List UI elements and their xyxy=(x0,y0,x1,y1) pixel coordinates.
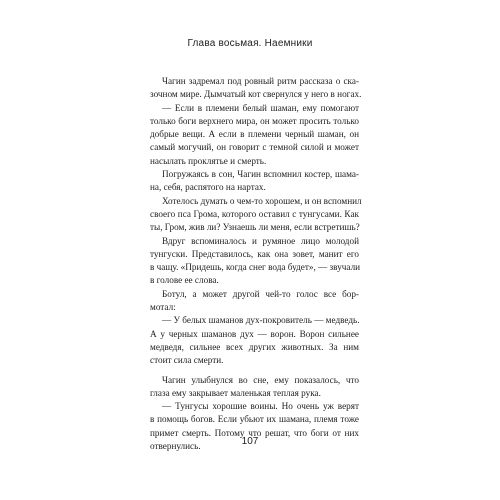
text-line: Чагин улыбнулся во сне, ему показалось, что xyxy=(162,374,359,385)
text-line: на, себя, распятого на нартах. xyxy=(150,182,266,193)
body-text xyxy=(150,75,362,453)
paragraph xyxy=(150,168,359,195)
text-line: Погружаясь в сон, Чагин вспомнил костер, шама- xyxy=(162,169,359,180)
text-line: только боги верхнего мира, он может просить только xyxy=(150,115,359,126)
text-line: Ботул, а может другой чей-то голос все бор- xyxy=(162,288,359,299)
running-header: Глава восьмая. Наемники xyxy=(187,38,313,49)
paragraph xyxy=(150,195,362,235)
text-line: тунгуски. Представилось, как она зовет, манит его xyxy=(150,248,359,259)
text-line: медведя, сильнее всех других животных. За ним xyxy=(150,341,359,352)
paragraph xyxy=(150,288,359,315)
text-line: ты, Гром, жив ли? Узнаешь ли меня, если встретишь? xyxy=(150,222,360,233)
text-line: Вдруг вспоминалось и румяное лицо молодой xyxy=(162,235,359,246)
text-line: стоит сила смерти. xyxy=(150,355,224,366)
paragraph xyxy=(150,374,359,401)
paragraph xyxy=(150,314,359,367)
text-line: мотал: xyxy=(150,302,176,313)
text-line: Чагин задремал под ровный ритм рассказа о ска- xyxy=(162,76,359,86)
text-line: — Тунгусы хорошие воины. Но очень уж верят xyxy=(162,401,359,412)
text-line: Хотелось думать о чем-то хорошем, и он вспомнил xyxy=(162,195,362,206)
paragraph xyxy=(150,235,359,288)
page-number: 107 xyxy=(241,436,259,447)
text-line: — У белых шаманов дух-покровитель — медведь. xyxy=(162,315,360,326)
text-line: в чащу. «Придешь, когда снег вода будет», — звучали xyxy=(150,262,361,273)
text-line: глаза ему закрывает маленькая теплая рука. xyxy=(150,387,321,398)
text-line: отвернулись. xyxy=(150,441,201,452)
text-line: добрые вещи. А если в племени черный шаман, он xyxy=(150,129,359,140)
paragraph xyxy=(150,102,359,168)
text-line: самый могучий, он говорит с темной силой и может xyxy=(150,142,359,153)
text-line: в помощь богов. Если убьют их шамана, племя тоже xyxy=(150,414,359,425)
text-line: в голове ее слова. xyxy=(150,275,219,286)
text-line: насылать проклятье и смерть. xyxy=(150,155,267,166)
text-line: своего пса Грома, которого оставил с тунгусами. Как xyxy=(150,208,359,219)
paragraph xyxy=(150,75,362,102)
text-line: примет смерть. Потому что решат, что боги от них xyxy=(150,427,359,438)
text-line: зочном мире. Дымчатый кот свернулся у него в ногах. xyxy=(150,89,362,100)
text-line: А у черных шаманов дух — ворон. Ворон сильнее xyxy=(150,328,359,339)
text-line: — Если в племени белый шаман, ему помогают xyxy=(162,102,359,113)
